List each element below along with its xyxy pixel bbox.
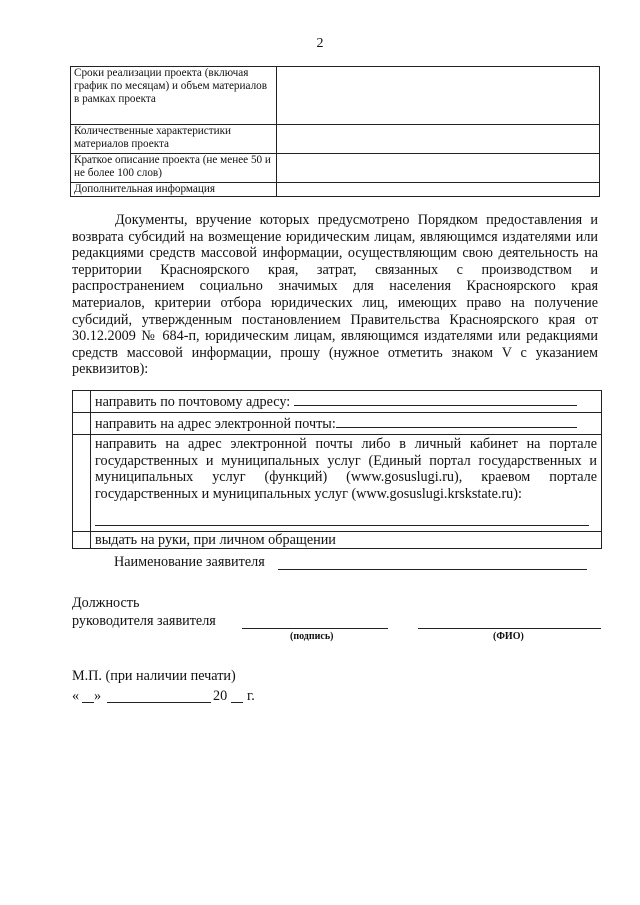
- table-label-cell: Сроки реализации проекта (включая график по месяцам) и объем материалов в рамках проекта: [71, 67, 277, 125]
- table-row: [71, 125, 600, 154]
- project-info-table: [70, 66, 600, 197]
- table-label-cell: Краткое описание проекта (не менее 50 и не более 100 слов): [71, 154, 277, 183]
- option-postal: [91, 391, 602, 413]
- date-year-suffix: г.: [247, 688, 255, 704]
- applicant-name-label: Наименование заявителя: [114, 554, 265, 570]
- option-row: [73, 435, 602, 532]
- table-value-cell[interactable]: [277, 67, 600, 125]
- position-label-line1: Должность: [72, 595, 140, 611]
- fio-caption: (ФИО): [493, 631, 524, 642]
- date-open-quote: «: [72, 688, 80, 704]
- option-checkbox-in-person[interactable]: [73, 532, 91, 549]
- option-label: направить по почтовому адресу:: [95, 394, 291, 410]
- table-row: [71, 67, 600, 125]
- table-row: [71, 154, 600, 183]
- option-checkbox-postal[interactable]: [73, 391, 91, 413]
- table-value-cell[interactable]: [277, 125, 600, 154]
- option-checkbox-email[interactable]: [73, 413, 91, 435]
- position-label-line2: руководителя заявителя: [72, 613, 216, 629]
- fio-field[interactable]: [418, 628, 601, 629]
- table-label-cell: Количественные характеристики материалов проекта: [71, 125, 277, 154]
- seal-label: М.П. (при наличии печати): [72, 668, 236, 684]
- option-row: [73, 391, 602, 413]
- option-label: направить на адрес электронной почты:: [95, 416, 336, 432]
- date-year-field[interactable]: [231, 702, 243, 703]
- portal-details-field[interactable]: [95, 525, 589, 526]
- table-label-cell: Дополнительная информация: [71, 183, 277, 197]
- table-value-cell[interactable]: [277, 154, 600, 183]
- postal-address-field[interactable]: [294, 392, 577, 406]
- signature-field[interactable]: [242, 628, 388, 629]
- option-row: [73, 532, 602, 549]
- date-year-prefix: 20: [213, 688, 228, 704]
- request-paragraph: Документы, вручение которых предусмотрено Порядком предоставления и возврата субсидий на возмещение юридическим лицам, являющимся издателями или редакциями средств массовой информации, осуществляющим свою деятельность на территории Красноярского края, затрат, связанных с производством и распространением социально значимых для населения Красноярского края материалов, критерии отбора юридических лиц, имеющих право на получение субсидий, утвержденным постановлением Правительства Красноярского края от 30.12.2009 № 684-п, юридическим лицам, являющимся издателями или редакциями средств массовой информации, прошу (нужное отметить знаком V с указанием реквизитов):: [72, 212, 598, 378]
- option-in-person: выдать на руки, при личном обращении: [91, 532, 602, 549]
- signature-caption: (подпись): [290, 631, 334, 642]
- option-row: [73, 413, 602, 435]
- date-day-field[interactable]: [82, 702, 94, 703]
- option-checkbox-portal[interactable]: [73, 435, 91, 532]
- delivery-options-table: [72, 390, 602, 549]
- date-month-field[interactable]: [107, 702, 211, 703]
- page-number: 2: [316, 36, 324, 51]
- option-email: [91, 413, 602, 435]
- table-value-cell[interactable]: [277, 183, 600, 197]
- date-close-quote: »: [94, 688, 102, 704]
- option-portal: [91, 435, 602, 532]
- email-address-field[interactable]: [336, 414, 577, 428]
- table-row: [71, 183, 600, 197]
- applicant-name-field[interactable]: [278, 569, 587, 570]
- option-label: направить на адрес электронной почты либо в личный кабинет на портале государственных и муниципальных услуг (Единый портал государственных и муниципальных услуг (функций) (www.gosuslugi.ru), краевом портале государственных и муниципальных услуг (www.gosuslugi.krskstate.ru):: [95, 436, 597, 502]
